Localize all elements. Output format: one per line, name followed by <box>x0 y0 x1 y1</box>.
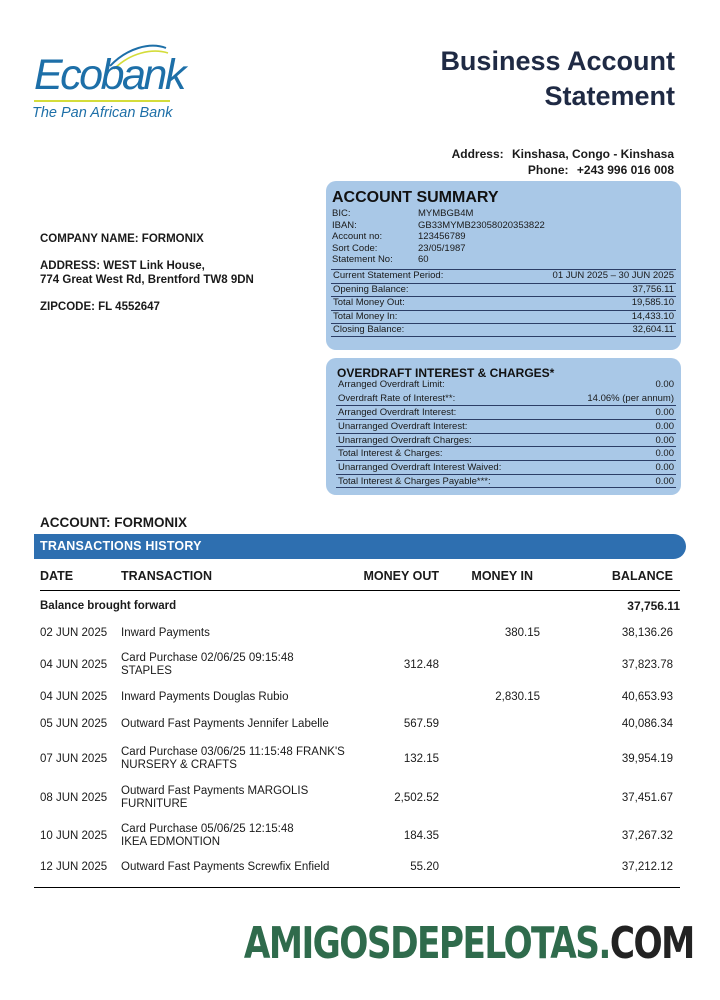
summary-row <box>331 269 676 283</box>
account-summary-heading: ACCOUNT SUMMARY <box>332 189 499 206</box>
cell-date: 04 JUN 2025 <box>40 690 108 703</box>
company-info <box>40 232 254 314</box>
detail-label: BIC: <box>332 208 351 219</box>
cell-date: 10 JUN 2025 <box>40 829 108 842</box>
cell-balance: 37,267.32 <box>621 829 673 842</box>
overdraft-label: Arranged Overdraft Interest: <box>338 407 457 419</box>
detail-value: 123456789 <box>418 231 466 242</box>
cell-balance: 37,451.67 <box>621 791 673 804</box>
transaction-line-2: IKEA EDMONTION <box>121 836 221 848</box>
detail-value: 60 <box>418 254 429 265</box>
header-money-in: MONEY IN <box>471 568 533 583</box>
cell-date: 12 JUN 2025 <box>40 860 108 873</box>
overdraft-value: 0.00 <box>655 434 674 446</box>
detail-row <box>332 208 545 220</box>
transaction-line-1: Card Purchase 02/06/25 09:15:48 <box>121 652 294 664</box>
company-address <box>40 259 254 287</box>
cell-money-out: 567.59 <box>403 717 439 730</box>
table-header <box>40 561 680 591</box>
table-bottom-rule <box>34 887 680 888</box>
cell-balance: 40,653.93 <box>621 690 673 703</box>
summary-label: Total Money Out: <box>333 297 405 308</box>
company-address-line-2: 774 Great West Rd, Brentford TW8 9DN <box>40 274 254 286</box>
watermark-tld: COM <box>610 918 694 969</box>
overdraft-row <box>336 474 676 488</box>
detail-row <box>332 231 545 243</box>
table-row <box>40 621 680 645</box>
transaction-rows <box>40 621 680 879</box>
cell-transaction <box>121 746 346 772</box>
account-label: ACCOUNT: FORMONIX <box>40 515 187 530</box>
cell-date: 07 JUN 2025 <box>40 752 108 765</box>
brought-forward-balance: 37,756.11 <box>627 598 680 613</box>
overdraft-row <box>336 405 676 419</box>
company-name: COMPANY NAME: FORMONIX <box>40 233 204 245</box>
summary-value: 14,433.10 <box>631 310 674 322</box>
bank-address-label: Address: <box>451 147 504 161</box>
overdraft-heading: OVERDRAFT INTEREST & CHARGES* <box>337 366 555 380</box>
summary-row <box>331 296 676 310</box>
cell-transaction <box>121 718 346 731</box>
transaction-line-1: Outward Fast Payments Jennifer Labelle <box>121 717 329 730</box>
title-line-2: Statement <box>544 81 675 111</box>
cell-money-in: 380.15 <box>504 626 540 639</box>
cell-transaction <box>121 691 346 704</box>
cell-transaction <box>121 785 346 811</box>
overdraft-value: 0.00 <box>655 448 674 460</box>
overdraft-label: Total Interest & Charges Payable***: <box>338 475 491 487</box>
overdraft-row <box>336 419 676 433</box>
logo-tagline: The Pan African Bank <box>32 105 173 121</box>
watermark <box>244 918 694 969</box>
transaction-line-2: NURSERY & CRAFTS <box>121 759 237 771</box>
overdraft-value: 0.00 <box>655 475 674 487</box>
header-transaction: TRANSACTION <box>121 568 212 583</box>
company-address-line-1: ADDRESS: WEST Link House, <box>40 260 205 272</box>
cell-balance: 40,086.34 <box>621 717 673 730</box>
overdraft-value: 14.06% (per annum) <box>587 392 674 404</box>
table-row <box>40 817 680 855</box>
detail-label: Statement No: <box>332 254 393 265</box>
cell-balance: 39,954.19 <box>621 752 673 765</box>
overdraft-row <box>336 378 676 392</box>
cell-transaction <box>121 861 346 874</box>
header-date: DATE <box>40 568 74 583</box>
bank-address-value: Kinshasa, Congo - Kinshasa <box>511 147 674 161</box>
account-details <box>332 208 545 266</box>
summary-value: 32,604.11 <box>632 324 674 335</box>
transaction-line-1: Outward Fast Payments Screwfix Enfield <box>121 860 330 873</box>
overdraft-label: Overdraft Rate of Interest**: <box>338 392 456 404</box>
bank-phone-label: Phone: <box>527 163 569 177</box>
bank-address <box>452 146 674 162</box>
cell-balance: 38,136.26 <box>621 626 673 639</box>
transaction-line-1: Inward Payments Douglas Rubio <box>121 690 289 703</box>
transactions-history-bar: TRANSACTIONS HISTORY <box>34 534 686 559</box>
detail-value: MYMBGB4M <box>418 208 474 219</box>
summary-label: Current Statement Period: <box>333 270 444 281</box>
table-row <box>40 739 680 779</box>
cell-money-out: 312.48 <box>403 658 439 671</box>
overdraft-value: 0.00 <box>655 379 674 390</box>
detail-label: Account no: <box>332 231 383 242</box>
summary-label: Opening Balance: <box>333 283 409 295</box>
cell-money-in: 2,830.15 <box>495 690 540 703</box>
header-balance: BALANCE <box>611 568 673 583</box>
header-money-out: MONEY OUT <box>363 568 439 583</box>
summary-period-rows <box>331 269 676 337</box>
detail-label: Sort Code: <box>332 242 378 254</box>
title-line-1: Business Account <box>440 46 675 76</box>
watermark-name: AMIGOSDEPELOTAS. <box>244 918 611 969</box>
transaction-line-1: Outward Fast Payments MARGOLIS <box>121 785 309 797</box>
overdraft-row <box>336 392 676 406</box>
bank-phone-value: +243 996 016 008 <box>576 163 674 177</box>
cell-money-out: 132.15 <box>403 752 439 765</box>
overdraft-label: Total Interest & Charges: <box>338 448 443 460</box>
detail-row <box>332 243 545 255</box>
overdraft-row <box>336 460 676 474</box>
transaction-line-1: Card Purchase 03/06/25 11:15:48 FRANK'S <box>121 746 345 758</box>
overdraft-row <box>336 433 676 447</box>
bank-logo <box>32 42 182 132</box>
cell-date: 04 JUN 2025 <box>40 658 108 671</box>
summary-row <box>331 323 676 337</box>
logo-wordmark: Ecobank <box>34 51 184 99</box>
summary-label: Closing Balance: <box>333 324 405 335</box>
bank-contact <box>452 146 674 178</box>
logo-divider <box>34 100 170 102</box>
cell-transaction <box>121 652 346 678</box>
cell-balance: 37,823.78 <box>621 658 673 671</box>
brought-forward-row <box>40 591 680 621</box>
table-row <box>40 855 680 879</box>
overdraft-value: 0.00 <box>655 407 674 419</box>
brought-forward-label: Balance brought forward <box>40 599 177 612</box>
overdraft-label: Unarranged Overdraft Interest: <box>338 421 468 433</box>
summary-label: Total Money In: <box>333 310 398 322</box>
company-zipcode: ZIPCODE: FL 4552647 <box>40 301 160 313</box>
transaction-line-1: Inward Payments <box>121 626 210 639</box>
transaction-line-2: FURNITURE <box>121 798 188 810</box>
cell-transaction <box>121 627 346 640</box>
detail-row <box>332 254 545 266</box>
cell-date: 02 JUN 2025 <box>40 626 108 639</box>
table-row <box>40 645 680 685</box>
summary-value: 01 JUN 2025 – 30 JUN 2025 <box>552 270 674 281</box>
table-row <box>40 779 680 817</box>
cell-money-out: 184.35 <box>403 829 439 842</box>
summary-value: 19,585.10 <box>631 297 674 308</box>
bank-phone <box>452 162 674 178</box>
overdraft-value: 0.00 <box>655 421 674 433</box>
overdraft-label: Arranged Overdraft Limit: <box>338 379 445 390</box>
table-row <box>40 709 680 739</box>
transaction-line-1: Card Purchase 05/06/25 12:15:48 <box>121 823 294 835</box>
cell-money-out: 2,502.52 <box>394 791 439 804</box>
overdraft-label: Unarranged Overdraft Charges: <box>338 434 472 446</box>
detail-label: IBAN: <box>332 219 357 231</box>
cell-money-out: 55.20 <box>410 860 439 873</box>
table-row <box>40 685 680 709</box>
overdraft-value: 0.00 <box>655 462 674 474</box>
cell-date: 08 JUN 2025 <box>40 791 108 804</box>
document-title <box>440 44 675 114</box>
summary-value: 37,756.11 <box>632 283 674 295</box>
cell-balance: 37,212.12 <box>621 860 673 873</box>
overdraft-row <box>336 446 676 460</box>
detail-value: 23/05/1987 <box>418 242 466 254</box>
summary-row <box>331 283 676 297</box>
transaction-line-2: STAPLES <box>121 665 172 677</box>
detail-row <box>332 220 545 232</box>
cell-transaction <box>121 823 346 849</box>
overdraft-label: Unarranged Overdraft Interest Waived: <box>338 462 502 474</box>
summary-row <box>331 310 676 324</box>
transactions-table <box>40 561 680 879</box>
cell-date: 05 JUN 2025 <box>40 717 108 730</box>
detail-value: GB33MYMB23058020353822 <box>418 219 545 231</box>
overdraft-rows <box>336 378 676 488</box>
